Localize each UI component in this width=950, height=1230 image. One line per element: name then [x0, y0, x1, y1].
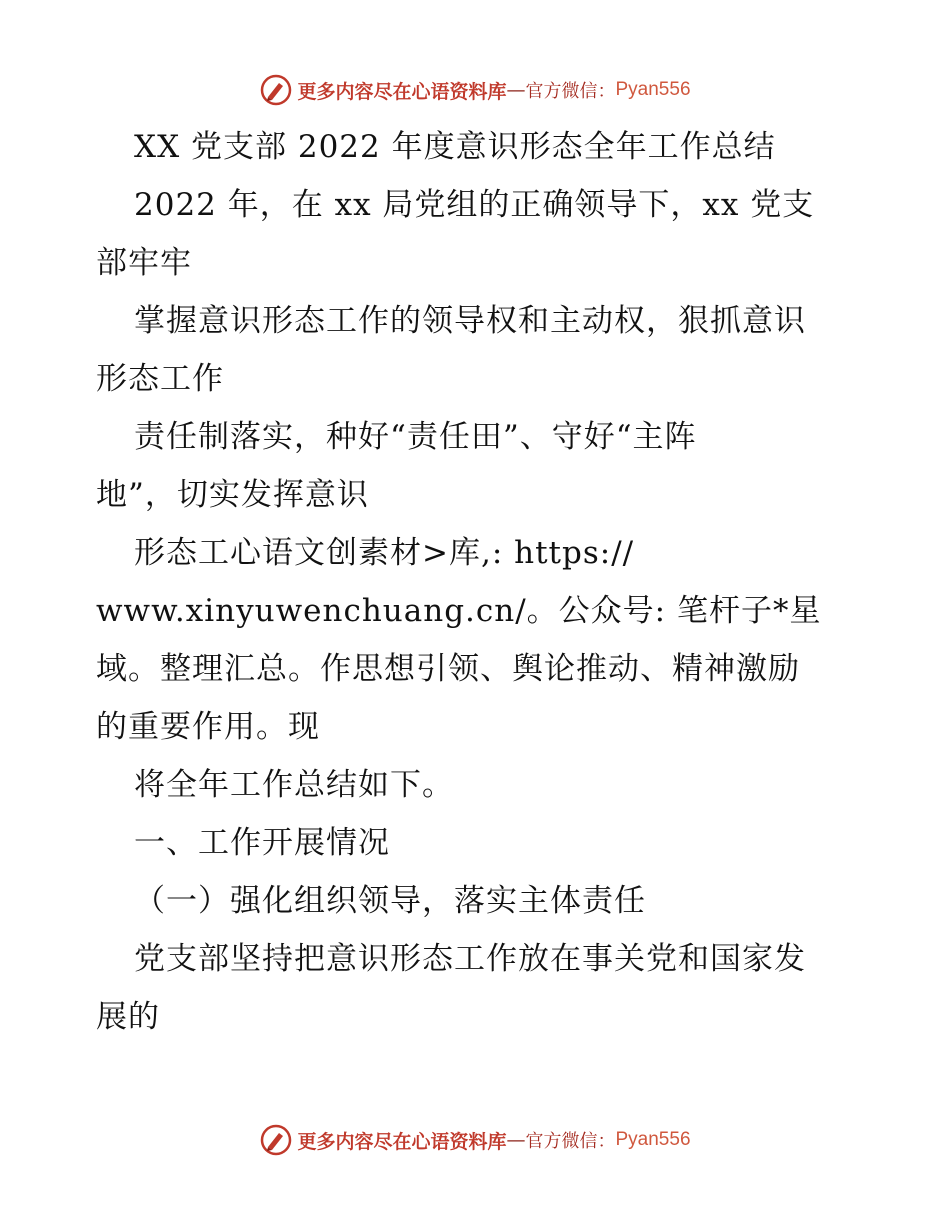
document-body	[96, 118, 856, 1046]
paragraph-line: 展的	[96, 999, 160, 1035]
header-watermark-banner	[0, 70, 950, 110]
paragraph-line: www.xinyuwenchuang.cn/。公众号: 笔杆子*星	[96, 593, 822, 629]
paragraph-line: 域。整理汇总。作思想引领、舆论推动、精神激励	[96, 651, 800, 687]
paragraph-line: 地”，切实发挥意识	[96, 477, 369, 513]
section-heading: 一、工作开展情况	[134, 825, 390, 861]
pen-logo-icon	[259, 1123, 293, 1157]
paragraph-line: 的重要作用。现	[96, 709, 320, 745]
banner-official-label: 官方微信：	[525, 81, 616, 102]
subsection-heading: （一）强化组织领导，落实主体责任	[134, 883, 646, 919]
banner-wechat-id: Pyan556	[615, 79, 691, 100]
paragraph-line: 形态工作	[96, 361, 224, 397]
banner-dash: —	[506, 79, 526, 101]
banner-site-name: 更多内容尽在心语资料库	[297, 1130, 507, 1153]
paragraph-line: 党支部坚持把意识形态工作放在事关党和国家发	[134, 941, 806, 977]
paragraph-line: 形态工心语文创素材>库,: https://	[134, 535, 635, 571]
paragraph-line: 责任制落实，种好“责任田”、守好“主阵	[134, 419, 697, 455]
paragraph-line: 掌握意识形态工作的领导权和主动权，狠抓意识	[134, 303, 806, 339]
banner-official-label: 官方微信：	[525, 1131, 616, 1152]
banner-wechat-id: Pyan556	[615, 1129, 691, 1150]
pen-logo-icon	[259, 73, 293, 107]
paragraph-line: 部牢牢	[96, 245, 192, 281]
paragraph-line: 将全年工作总结如下。	[134, 767, 454, 803]
document-title: XX 党支部 2022 年度意识形态全年工作总结	[134, 129, 776, 165]
paragraph-line: 2022 年，在 xx 局党组的正确领导下，xx 党支	[134, 187, 815, 223]
banner-site-name: 更多内容尽在心语资料库	[297, 80, 507, 103]
footer-watermark-banner	[0, 1120, 950, 1160]
banner-dash: —	[506, 1129, 526, 1151]
